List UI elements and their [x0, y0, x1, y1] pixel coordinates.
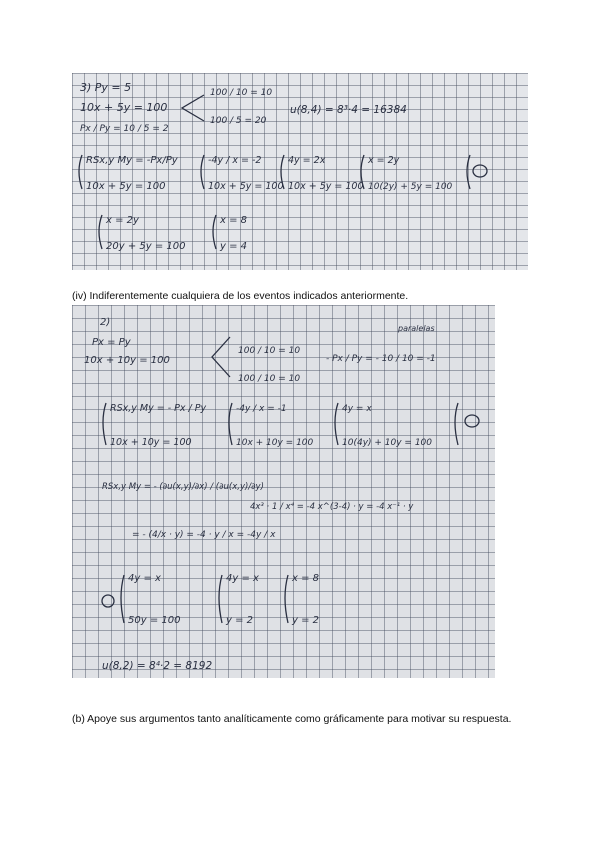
brace [99, 215, 102, 249]
brace [229, 403, 232, 445]
bracket [212, 337, 230, 377]
note-line: 4x³ · 1 / x⁴ = -4 x^(3-4) · y = -4 x⁻¹ · y [250, 502, 414, 512]
note-line: 10x + 5y = 100 [86, 181, 166, 192]
handwritten-notes-photo-1 [72, 73, 528, 270]
utility-value: u(8,4) = 8³·4 = 16384 [290, 104, 407, 116]
note-line: paralelas [398, 324, 435, 333]
note-line: y = 4 [220, 241, 248, 252]
note-line: RSx,y My = - Px / Py [110, 403, 207, 414]
bracket [182, 95, 204, 121]
note-line: - Px / Py = - 10 / 10 = -1 [326, 354, 436, 364]
note-line: 4y = x [342, 404, 372, 414]
note-line: 4y = 2x [288, 155, 326, 166]
note-line: 4y = x [128, 573, 161, 584]
note-line: 100 / 5 = 20 [210, 116, 267, 126]
note-line: 10x + 5y = 100 [288, 181, 364, 192]
brace [121, 575, 124, 623]
note-line: 100 / 10 = 10 [238, 374, 301, 384]
note-line: x = 8 [220, 215, 248, 226]
brace [213, 215, 216, 249]
note-line: x = 2y [106, 215, 139, 226]
option-iv-text: (iv) Indiferentemente cualquiera de los eventos indicados anteriormente. [72, 290, 409, 302]
brace [467, 155, 470, 189]
brace [219, 575, 222, 623]
note-line: Px / Py = 10 / 5 = 2 [80, 124, 169, 134]
circled-mark [102, 595, 114, 607]
brace [285, 575, 288, 623]
note-line: 10x + 10y = 100 [110, 437, 192, 448]
note-line: x = 8 [292, 573, 320, 584]
note-line: 100 / 10 = 10 [210, 88, 273, 98]
brace [103, 403, 106, 445]
note-line: -4y / x = -2 [208, 155, 262, 166]
note-line: 10x + 5y = 100 [80, 101, 168, 114]
note-line: 10(4y) + 10y = 100 [342, 438, 433, 448]
note-line: x = 2y [368, 155, 400, 166]
circled-mark [473, 165, 487, 177]
note-line: y = 2 [292, 615, 320, 626]
note-line: 2) [100, 317, 111, 328]
note-line: -4y / x = -1 [236, 404, 287, 414]
note-line: 100 / 10 = 10 [238, 346, 301, 356]
handwritten-notes-photo-2 [72, 305, 495, 678]
note-line: 10(2y) + 5y = 100 [368, 182, 453, 192]
note-line: 10x + 5y = 100 [208, 181, 284, 192]
note-line: 10x + 10y = 100 [84, 355, 170, 366]
question-b-text: (b) Apoye sus argumentos tanto analíticamente como gráficamente para motivar su respuesta. [72, 713, 512, 725]
note-line: 50y = 100 [128, 615, 181, 626]
brace [455, 403, 458, 445]
note-line: RSx,y My = - (∂u(x,y)/∂x) / (∂u(x,y)/∂y) [102, 482, 264, 492]
brace [335, 403, 338, 445]
brace [201, 155, 204, 189]
note-line: 10x + 10y = 100 [236, 438, 314, 448]
note-line: y = 2 [226, 615, 254, 626]
note-line: 20y + 5y = 100 [106, 241, 186, 252]
note-line: 4y = x [226, 573, 259, 584]
circled-mark [465, 415, 479, 427]
brace [79, 155, 82, 189]
utility-value: u(8,2) = 8⁴·2 = 8192 [102, 660, 213, 672]
note-line: = - (4/x · y) = -4 · y / x = -4y / x [132, 530, 276, 540]
note-line: 3) Py = 5 [80, 81, 132, 94]
note-line: Px = Py [92, 337, 131, 348]
note-line: RSx,y My = -Px/Py [86, 155, 178, 166]
